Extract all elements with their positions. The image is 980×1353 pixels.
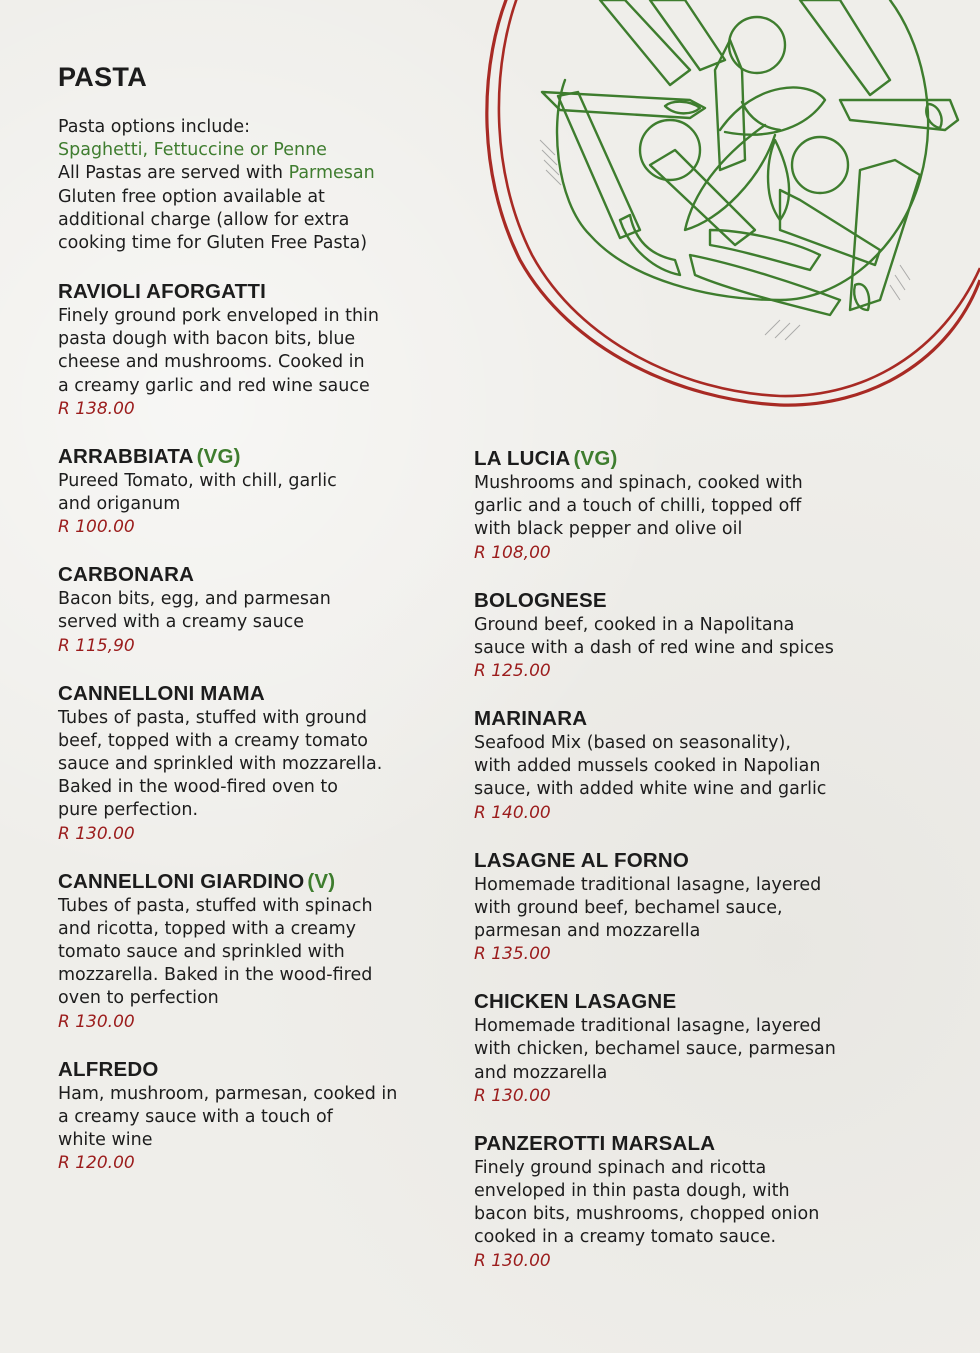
menu-item-price: R 130.00 xyxy=(58,1011,135,1032)
description-line: Ground beef, cooked in a Napolitana xyxy=(474,614,795,635)
description-line: cheese and mushrooms. Cooked in xyxy=(58,352,365,373)
menu-item-price: R 125.00 xyxy=(474,661,551,682)
description-line: and origanum xyxy=(58,494,181,515)
menu-item-description xyxy=(474,732,874,802)
menu-item xyxy=(474,588,874,682)
menu-item-name: RAVIOLI AFORGATTI xyxy=(58,280,266,303)
menu-item-name: CARBONARA xyxy=(58,563,195,587)
menu-item xyxy=(58,279,458,420)
menu-item-title xyxy=(58,1057,458,1083)
menu-item-description xyxy=(474,472,874,542)
description-line: a creamy garlic and red wine sauce xyxy=(58,375,370,396)
menu-item-description xyxy=(474,1015,874,1085)
dietary-tag: (V) xyxy=(307,869,336,893)
parmesan-highlight: Parmesan xyxy=(288,163,375,184)
menu-item-description xyxy=(474,874,874,944)
left-menu-column xyxy=(58,279,458,1198)
menu-item-name: CANNELLONI GIARDINO xyxy=(58,869,305,893)
menu-item-description xyxy=(58,305,458,398)
menu-item-price: R 100.00 xyxy=(58,517,135,538)
menu-item-title xyxy=(58,869,458,895)
menu-item xyxy=(58,1057,458,1175)
menu-item xyxy=(58,681,458,845)
menu-item-price: R 130.00 xyxy=(474,1085,551,1106)
description-line: Mushrooms and spinach, cooked with xyxy=(474,473,803,493)
description-line: with added mussels cooked in Napolian xyxy=(474,756,821,777)
menu-item-description xyxy=(58,1083,458,1153)
menu-item xyxy=(58,869,458,1033)
description-line: Pureed Tomato, with chill, garlic xyxy=(58,470,337,491)
menu-item-title xyxy=(58,681,458,707)
menu-item-title xyxy=(474,1131,874,1157)
menu-item-title xyxy=(58,562,458,588)
menu-item-description xyxy=(58,707,458,823)
penne-pasta-plate-illustration-icon xyxy=(480,0,980,420)
description-line: parmesan and mozzarella xyxy=(474,921,701,942)
description-line: pasta dough with bacon bits, blue xyxy=(58,329,356,350)
intro-line: Gluten free option available at xyxy=(58,186,325,207)
description-line: Seafood Mix (based on seasonality), xyxy=(474,733,791,754)
menu-item-name: CANNELLONI MAMA xyxy=(58,681,265,705)
description-line: oven to perfection xyxy=(58,988,219,1009)
description-line: Finely ground spinach and ricotta xyxy=(474,1157,767,1178)
description-line: with ground beef, bechamel sauce, xyxy=(474,897,783,918)
description-line: with black pepper and olive oil xyxy=(474,519,743,540)
description-line: Homemade traditional lasagne, layered xyxy=(474,1016,822,1037)
menu-item-title xyxy=(474,848,874,874)
description-line: served with a creamy sauce xyxy=(58,612,305,633)
intro-line xyxy=(58,162,438,185)
dietary-tag: (VG) xyxy=(573,447,618,470)
menu-item-price: R 130.00 xyxy=(474,1250,551,1271)
description-line: Ham, mushroom, parmesan, cooked in xyxy=(58,1083,398,1104)
description-line: and mozzarella xyxy=(474,1062,608,1083)
menu-item-name: ARRABBIATA xyxy=(58,444,194,468)
menu-item-title xyxy=(58,279,458,305)
description-line: and ricotta, topped with a creamy xyxy=(58,918,356,939)
description-line: white wine xyxy=(58,1130,153,1151)
intro-line: Pasta options include: xyxy=(58,117,251,137)
menu-item-title xyxy=(474,588,874,614)
menu-item-price: R 120.00 xyxy=(58,1153,135,1174)
description-line: Bacon bits, egg, and parmesan xyxy=(58,589,331,610)
menu-item-price: R 138.00 xyxy=(58,398,135,419)
menu-item-name: LA LUCIA xyxy=(474,447,571,470)
description-line: sauce with a dash of red wine and spices xyxy=(474,637,834,658)
menu-item-name: LASAGNE AL FORNO xyxy=(474,848,690,872)
description-line: beef, topped with a creamy tomato xyxy=(58,730,368,751)
menu-item-price: R 130.00 xyxy=(58,823,135,844)
menu-item-title xyxy=(474,446,874,472)
description-line: Baked in the wood-fired oven to xyxy=(58,777,338,798)
menu-item xyxy=(474,446,874,564)
description-line: pure perfection. xyxy=(58,800,199,821)
menu-item xyxy=(474,848,874,966)
page-title: PASTA xyxy=(58,62,147,92)
description-line: with chicken, bechamel sauce, parmesan xyxy=(474,1039,836,1060)
description-line: Tubes of pasta, stuffed with ground xyxy=(58,707,367,728)
right-menu-column xyxy=(474,446,874,1296)
menu-item xyxy=(58,562,458,656)
menu-item-name: MARINARA xyxy=(474,707,588,731)
menu-item xyxy=(58,444,458,538)
description-line: tomato sauce and sprinkled with xyxy=(58,942,345,963)
menu-item xyxy=(474,989,874,1107)
pasta-options-list: Spaghetti, Fettuccine or Penne xyxy=(58,140,327,161)
menu-item-description xyxy=(58,470,458,516)
intro-line: cooking time for Gluten Free Pasta) xyxy=(58,233,368,254)
menu-item-price: R 115,90 xyxy=(58,635,135,656)
menu-item-price: R 140.00 xyxy=(474,802,551,823)
description-line: garlic and a touch of chilli, topped off xyxy=(474,496,802,517)
menu-item-description xyxy=(58,895,458,1011)
description-line: bacon bits, mushrooms, chopped onion xyxy=(474,1204,820,1225)
description-line: sauce and sprinkled with mozzarella. xyxy=(58,754,383,775)
menu-item-name: ALFREDO xyxy=(58,1057,159,1081)
menu-item-description xyxy=(474,1157,874,1250)
menu-item-title xyxy=(474,989,874,1015)
menu-item-name: PANZEROTTI MARSALA xyxy=(474,1131,716,1155)
description-line: Homemade traditional lasagne, layered xyxy=(474,874,822,895)
dietary-tag: (VG) xyxy=(196,444,241,468)
pasta-options-intro xyxy=(58,116,438,255)
intro-line: additional charge (allow for extra xyxy=(58,209,350,230)
menu-item-name: CHICKEN LASAGNE xyxy=(474,990,677,1014)
description-line: Finely ground pork enveloped in thin xyxy=(58,306,379,326)
intro-text: All Pastas are served with xyxy=(58,163,289,184)
menu-item-title xyxy=(58,444,458,470)
menu-item-description xyxy=(58,588,458,634)
description-line: Tubes of pasta, stuffed with spinach xyxy=(58,895,373,916)
menu-item-description xyxy=(474,614,874,660)
menu-item xyxy=(474,1131,874,1272)
description-line: sauce, with added white wine and garlic xyxy=(474,779,827,800)
menu-item-title xyxy=(474,706,874,732)
menu-item-price: R 108,00 xyxy=(474,542,551,563)
menu-item-price: R 135.00 xyxy=(474,944,551,965)
menu-item xyxy=(474,706,874,824)
description-line: mozzarella. Baked in the wood-fired xyxy=(58,965,373,986)
description-line: cooked in a creamy tomato sauce. xyxy=(474,1227,777,1248)
description-line: enveloped in thin pasta dough, with xyxy=(474,1181,790,1202)
menu-item-name: BOLOGNESE xyxy=(474,588,607,612)
description-line: a creamy sauce with a touch of xyxy=(58,1106,333,1127)
